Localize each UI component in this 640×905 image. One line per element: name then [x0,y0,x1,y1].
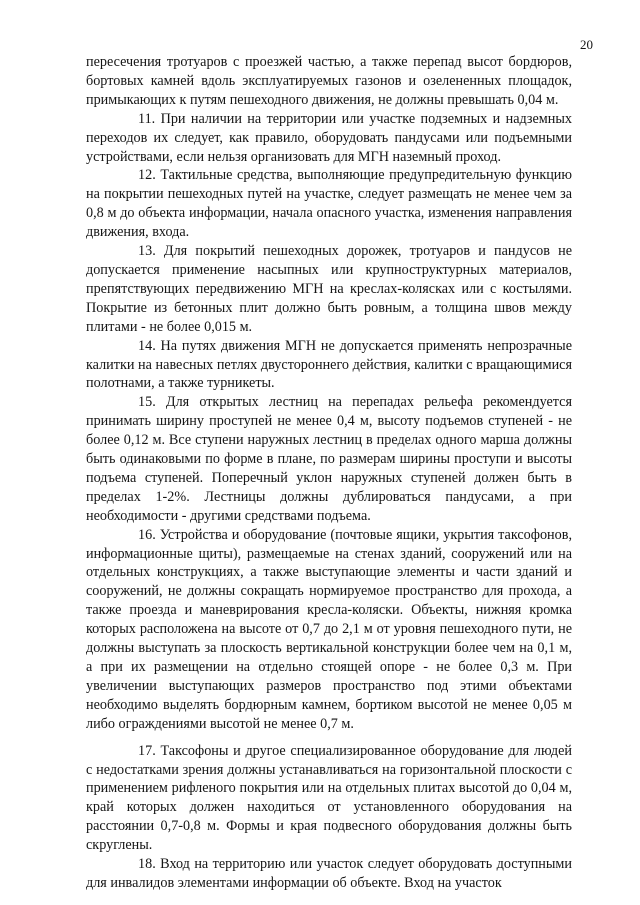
paragraph-14: 14. На путях движения МГН не допускается применять непрозрачные калитки на навесных петлях двустороннего действия, калитки с вращающимися полотнами, а также турникеты. [86,337,572,392]
paragraph-16: 16. Устройства и оборудование (почтовые ящики, укрытия таксофонов, информационные щиты), размещаемые на стенах зданий, сооружений или на отдельных конструкциях, а также выступающие элементы и части зданий и сооружений, не должны сокращать нормируемое пространство для прохода, а также проезда и маневрирования кресла-коляски. Объекты, нижняя кромка которых расположена на высоте от 0,7 до 2,1 м от уровня пешеходного пути, не должны выступать за плоскость вертикальной конструкции более чем на 0,1 м, а при их размещении на отдельно стоящей опоре - не более 0,3 м. При увеличении выступающих размеров пространство под этими объектами необходимо выделять бордюрным камнем, бортиком высотой не менее 0,05 м либо ограждениями высотой не менее 0,7 м. [86,526,572,732]
paragraph-18: 18. Вход на территорию или участок следует оборудовать доступными для инвалидов элементами информации об объекте. Вход на участок [86,856,572,891]
paragraph-11: 11. При наличии на территории или участке подземных и надземных переходов их следует, как правило, оборудовать пандусами или подъемными устройствами, если нельзя организовать для МГН наземный проход. [86,110,572,165]
document-body [86,53,572,893]
page-number: 20 [580,37,593,52]
paragraph-13: 13. Для покрытий пешеходных дорожек, тротуаров и пандусов не допускается применение насыпных или крупноструктурных материалов, препятствующих передвижению МГН на креслах-колясках или с костылями. Покрытие из бетонных плит должно быть ровным, а толщина швов между плитами - не более 0,015 м. [86,243,572,335]
paragraph-12: 12. Тактильные средства, выполняющие предупредительную функцию на покрытии пешеходных путей на участке, следует размещать не менее чем за 0,8 м до объекта информации, начала опасного участка, изменения направления движения, входа. [86,167,572,241]
paragraph-15: 15. Для открытых лестниц на перепадах рельефа рекомендуется принимать ширину проступей не менее 0,4 м, высоту подъемов ступеней - не более 0,12 м. Все ступени наружных лестниц в пределах одного марша должны быть одинаковыми по форме в плане, по размерам ширины проступи и высоты подъема ступеней. Поперечный уклон наружных ступеней должен быть в пределах 1-2%. Лестницы должны дублироваться пандусами, а при необходимости - другими средствами подъема. [86,394,572,524]
paragraph-17: 17. Таксофоны и другое специализированное оборудование для людей с недостатками зрения должны устанавливаться на горизонтальной плоскости с применением рифленого покрытия или на отдельных плитах высотой до 0,04 м, край которых должен находиться от установленного оборудования на расстоянии 0,7-0,8 м. Формы и края подвесного оборудования должны быть скруглены. [86,742,572,854]
paragraph-continuation: пересечения тротуаров с проезжей частью, а также перепад высот бордюров, бортовых камней вдоль эксплуатируемых газонов и озелененных площадок, примыкающих к путям пешеходного движения, не должны превышать 0,04 м. [86,54,572,108]
